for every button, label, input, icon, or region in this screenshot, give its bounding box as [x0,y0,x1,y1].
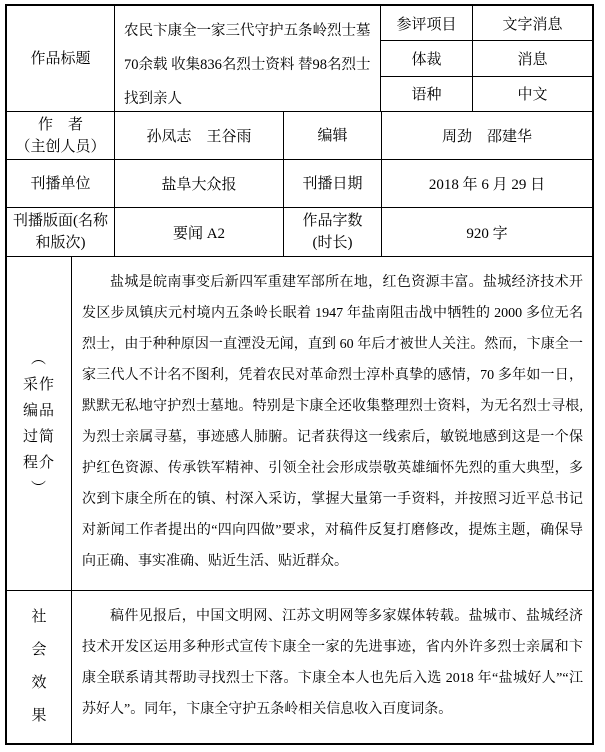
social-effect-text-cell [72,591,592,743]
social-effect-label [7,591,72,743]
row-work-intro [7,257,592,591]
word-count-label [284,208,382,256]
page-section-label-line2: 和版次) [35,235,86,251]
work-title-value: 农民卞康全一家三代守护五条岭烈士墓70余载 收集836名烈士资料 替98名烈士找到亲人 [115,6,381,111]
row-publisher-date [7,160,592,208]
author-label [7,112,115,159]
editor-label: 编辑 [284,112,382,159]
editor-value: 周劲 邵建华 [441,129,532,145]
work-intro-label-paren-close: ︶ [30,480,47,497]
word-count-label-line2: (时长) [312,235,353,251]
entry-category-value: 文字消息 [502,16,563,33]
genre-label: 体裁 [381,41,473,75]
language-label: 语种 [381,77,473,111]
publisher-value: 盐阜大众报 [115,160,284,207]
work-title-label: 作品标题 [7,6,115,111]
work-intro-label-line4: 程介 [22,454,55,471]
entry-form-table [5,4,594,745]
field-genre [381,41,592,76]
social-effect-label-char4: 果 [31,708,47,724]
social-effect-paragraph: 稿件见报后，中国文明网、江苏文明网等多家媒体转载。盐城市、盐城经济技术开发区运用多种形式宣传卞康全一家的先进事迹，省内外许多烈士亲属和卞康全联系请其帮助寻找烈士下落。卞康全本人也先后入选 2018 年“盐城好人”“江苏好人”。同年，卞康全守护五条岭相关信息收入百度词条。 [82,609,583,717]
page-section-label [7,208,115,256]
publish-date-value: 2018 年 6 月 29 日 [428,177,546,193]
row-work-title [7,6,592,112]
field-entry-category [381,6,592,41]
work-intro-label-line1: 采作 [22,376,55,393]
work-intro-paragraph: 盐城是皖南事变后新四军重建军部所在地，红色资源丰富。盐城经济技术开发区步凤镇庆元村境内五条岭长眠着 1947 年盐南阻击战中牺牲的 2000 多位无名烈士，由于种种原因一直湮没无闻，直到 60 年后才被世人关注。然而，卞康全一家三代人不计名不图利，凭着农民对革命烈士淳朴真挚的感情，70 多年如一日，默默无私地守护烈士墓地。特别是卞康全还收集整理烈士资料，为无名烈士寻根,为烈士亲属寻墓，事迹感人肺腑。记者获得这一线索后，敏锐地感到这是一个保护红色资源、传承铁军精神、引领全社会形成崇敬英雄缅怀先烈的重大典型，多次到卞康全所在的镇、村深入采访，掌握大量第一手资料，并按照习近平总书记对新闻工作者提出的“四向四做”要求，对稿件反复打磨修改，提炼主题，确保导向正确、事实准确、贴近生活、贴近群众。 [82,275,583,569]
row-page-wordcount [7,208,592,257]
row-author-editor [7,112,592,160]
word-count-label-line1: 作品字数 [302,213,363,229]
meta-fields [381,6,592,111]
row-social-effect [7,591,592,743]
author-label-line2: （主创人员） [15,138,106,155]
work-intro-label-line3: 过简 [22,428,55,445]
author-value: 孙凤志 王谷雨 [115,112,284,159]
entry-category-label: 参评项目 [381,6,473,40]
publish-date-label: 刊播日期 [284,160,382,207]
word-count-value: 920 字 [466,225,508,242]
field-language [381,77,592,111]
page-section-value: 要闻 A2 [115,208,284,256]
social-effect-label-char1: 社 [31,609,47,625]
social-effect-label-char2: 会 [31,642,47,658]
language-value: 中文 [517,87,548,104]
publisher-label: 刊播单位 [7,160,115,207]
author-label-line1: 作 者 [37,116,83,133]
work-intro-label-line2: 编品 [22,402,55,419]
genre-value: 消息 [517,51,548,68]
work-intro-text-cell [72,257,592,590]
social-effect-label-char3: 效 [31,675,47,691]
work-intro-label-paren-open: ︵ [30,350,47,367]
page-section-label-line1: 刊播版面(名称 [13,213,108,229]
work-intro-label [7,257,72,590]
